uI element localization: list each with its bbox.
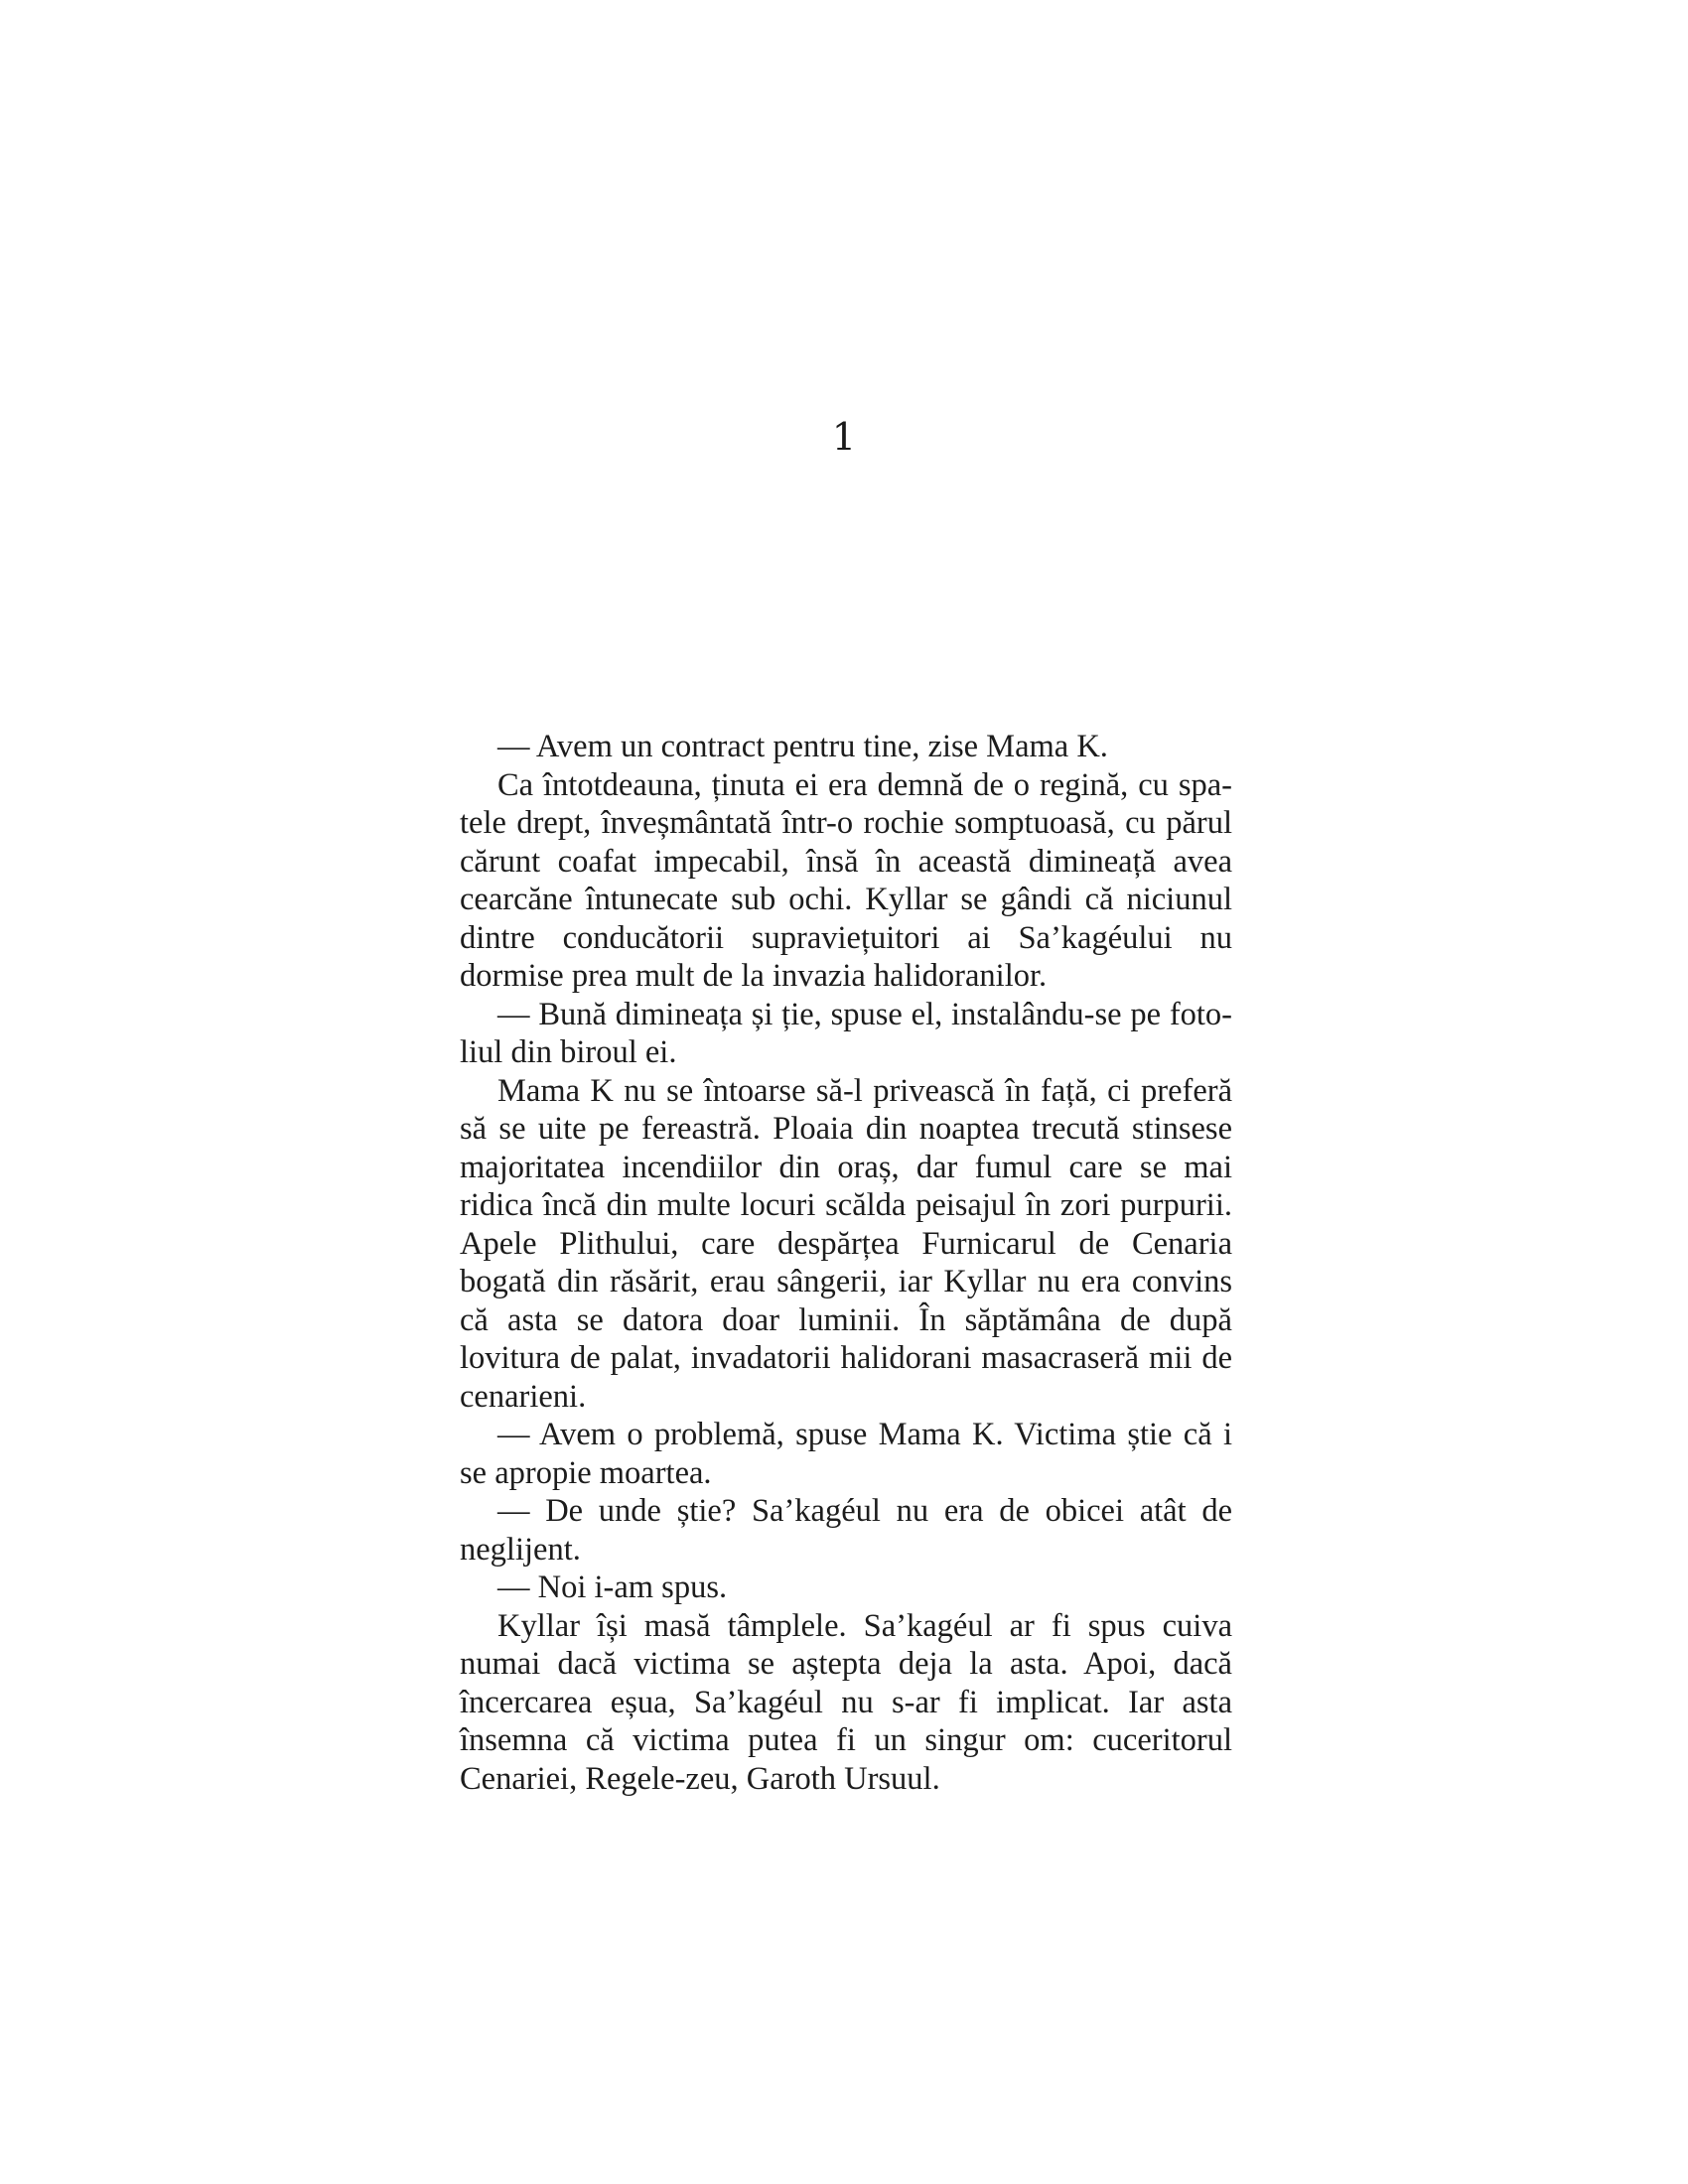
paragraph: Mama K nu se întoarse să-l privească în față, ci preferă să se uite pe fereastră. Ploaia din noaptea trecută stinsese majoritatea incendiilor din oraș, dar fumul care se mai ridica încă din multe locuri scălda peisajul în zori purpurii. Apele Plithului, care despărțea Furnicarul de Cenaria bogată din răsărit, erau sângerii, iar Kyllar nu era convins că asta se datora doar luminii. În săptămâna de după lovitura de palat, invadatorii halidorani masacraseră mii de cenarieni. xyxy=(460,1072,1232,1415)
chapter-number: 1 xyxy=(831,415,857,459)
paragraph: — Bună dimineața și ție, spuse el, instalându-se pe fotoliul din biroul ei. xyxy=(460,996,1232,1070)
chapter-body xyxy=(460,728,1232,1798)
paragraph: — Noi i-am spus. xyxy=(497,1570,728,1605)
paragraph: Kyllar își masă tâmplele. Sa’kagéul ar fi spus cuiva numai dacă victima se aștepta deja la asta. Apoi, dacă încercarea eșua, Sa’kagéul nu s-ar fi implicat. Iar asta însemna că victima putea fi un singur om: cuceritorul Cenariei, Regele-zeu, Garoth Ursuul. xyxy=(460,1607,1232,1797)
paragraph: — Avem o problemă, spuse Mama K. Victima știe că i se apropie moartea. xyxy=(460,1417,1232,1491)
paragraph: — Avem un contract pentru tine, zise Mama K. xyxy=(497,729,1108,764)
paragraph: Ca întotdeauna, ținuta ei era demnă de o regină, cu spatele drept, înveșmântată într-o rochie somptuoasă, cu părul cărunt coafat impecabil, însă în această dimineață avea cearcăne întunecate sub ochi. Kyllar se gândi că niciunul dintre conducătorii supraviețuitori ai Sa’kagéului nu dormise prea mult de la invazia halidoranilor. xyxy=(460,766,1232,994)
paragraph: — De unde știe? Sa’kagéul nu era de obicei atât de neglijent. xyxy=(460,1493,1232,1568)
